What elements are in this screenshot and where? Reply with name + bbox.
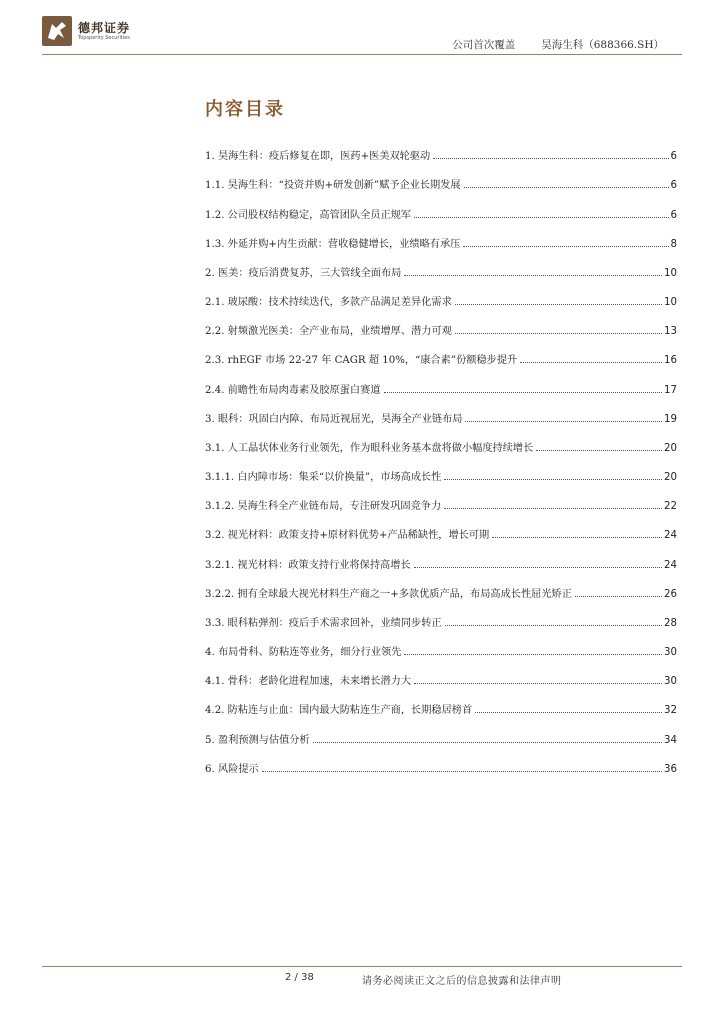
toc-leader-dots: [463, 246, 668, 247]
toc-title: 内容目录: [205, 99, 285, 120]
toc-entry-page: 24: [664, 530, 677, 542]
toc-entry[interactable]: [205, 600, 677, 629]
toc-entry[interactable]: [205, 396, 677, 425]
toc-entry-text: 5. 盈利预测与估值分析: [205, 734, 310, 746]
footer-divider: [42, 966, 682, 967]
toc-entry[interactable]: [205, 191, 677, 220]
toc-leader-dots: [575, 596, 662, 597]
toc-entry-text: 3.2.2. 拥有全球最大视光材料生产商之一+多款优质产品，布局高成长性屈光矫正: [205, 588, 572, 600]
toc-entry-page: 22: [664, 501, 677, 513]
toc-entry[interactable]: [205, 308, 677, 337]
brand-logo-icon: [42, 16, 72, 46]
toc-entry-text: 6. 风险提示: [205, 763, 259, 775]
toc-entry-text: 2.1. 玻尿酸：技术持续迭代，多款产品满足差异化需求: [205, 297, 452, 309]
toc-entry-text: 1.2. 公司股权结构稳定，高管团队全员正规军: [205, 209, 412, 221]
toc-entry[interactable]: [205, 483, 677, 512]
toc-leader-dots: [313, 742, 662, 743]
page-indicator: 2 / 38: [285, 972, 314, 983]
toc-leader-dots: [455, 333, 662, 334]
toc-leader-dots: [464, 187, 669, 188]
toc-entry-text: 1.1. 昊海生科：“投资并购+研发创新”赋予企业长期发展: [205, 180, 461, 192]
toc-entry-page: 24: [664, 559, 677, 571]
toc-entry-page: 16: [664, 355, 677, 367]
toc-leader-dots: [404, 275, 662, 276]
toc-entry-page: 6: [670, 180, 677, 192]
toc-entry-page: 13: [664, 326, 677, 338]
toc-leader-dots: [414, 683, 662, 684]
toc-leader-dots: [384, 392, 663, 393]
toc-entry[interactable]: [205, 716, 677, 745]
header-divider: [42, 54, 682, 55]
toc-entry-text: 3.1. 人工晶状体业务行业领先，作为眼科业务基本盘将做小幅度持续增长: [205, 442, 534, 454]
brand-name-en: Topsperity Securities: [78, 34, 130, 41]
brand-logo: [42, 16, 130, 46]
toc-entry[interactable]: [205, 425, 677, 454]
toc-entry-page: 20: [664, 442, 677, 454]
toc-entry-text: 1. 昊海生科：疫后修复在即，医药+医美双轮驱动: [205, 151, 431, 163]
toc-entry[interactable]: [205, 541, 677, 570]
toc-entry-text: 2.2. 射频激光医美：全产业布局，业绩增厚、潜力可观: [205, 326, 452, 338]
toc-leader-dots: [444, 508, 662, 509]
report-type: 公司首次覆盖: [452, 39, 516, 51]
toc-leader-dots: [444, 479, 662, 480]
toc-entry-text: 3.2. 视光材料：政策支持+原材料优势+产品稀缺性，增长可期: [205, 530, 490, 542]
toc-leader-dots: [465, 421, 662, 422]
toc-entry-text: 2.4. 前瞻性布局肉毒素及胶原蛋白赛道: [205, 384, 381, 396]
toc-entry[interactable]: [205, 629, 677, 658]
company-ticker: 昊海生科（688366.SH）: [541, 39, 664, 51]
toc-entry-text: 3.1.2. 昊海生科全产业链布局，专注研发巩固竞争力: [205, 501, 442, 513]
toc-leader-dots: [520, 362, 662, 363]
toc-entry-text: 2. 医美：疫后消费复苏，三大管线全面布局: [205, 267, 402, 279]
toc-entry-text: 3. 眼科：巩固白内障、布局近视屈光，昊海全产业链布局: [205, 413, 463, 425]
toc-entry-page: 36: [664, 763, 677, 775]
toc-entry[interactable]: [205, 746, 677, 775]
toc-entry-page: 32: [664, 705, 677, 717]
toc-leader-dots: [492, 537, 662, 538]
toc-entry-page: 8: [670, 238, 677, 250]
toc-leader-dots: [475, 712, 662, 713]
toc-entry-text: 3.1.1. 白内障市场：集采“以价换量”，市场高成长性: [205, 472, 442, 484]
toc-entry-page: 26: [664, 588, 677, 600]
toc-leader-dots: [455, 304, 662, 305]
toc-entry-page: 30: [664, 676, 677, 688]
toc-entry[interactable]: [205, 687, 677, 716]
toc-entry-page: 10: [664, 267, 677, 279]
toc-entry-text: 1.3. 外延并购+内生贡献：营收稳健增长，业绩略有承压: [205, 238, 461, 250]
toc-entry[interactable]: [205, 337, 677, 366]
table-of-contents: [205, 133, 677, 775]
toc-entry-text: 3.3. 眼科粘弹剂：疫后手术需求回补，业绩同步转正: [205, 617, 442, 629]
toc-leader-dots: [536, 450, 662, 451]
toc-entry[interactable]: [205, 133, 677, 162]
toc-entry-page: 6: [670, 209, 677, 221]
toc-entry-page: 6: [670, 151, 677, 163]
toc-leader-dots: [433, 158, 668, 159]
toc-entry[interactable]: [205, 162, 677, 191]
legal-disclaimer: 请务必阅读正文之后的信息披露和法律声明: [362, 976, 562, 987]
toc-leader-dots: [414, 217, 668, 218]
toc-entry-text: 4.1. 骨科：老龄化进程加速，未来增长潜力大: [205, 676, 412, 688]
toc-entry[interactable]: [205, 221, 677, 250]
toc-entry-page: 10: [664, 297, 677, 309]
toc-entry-page: 20: [664, 472, 677, 484]
toc-entry[interactable]: [205, 658, 677, 687]
toc-entry[interactable]: [205, 454, 677, 483]
toc-entry-page: 19: [664, 413, 677, 425]
toc-leader-dots: [414, 567, 662, 568]
toc-entry[interactable]: [205, 250, 677, 279]
toc-leader-dots: [404, 654, 662, 655]
toc-entry[interactable]: [205, 366, 677, 395]
toc-leader-dots: [262, 771, 662, 772]
header-info: [452, 37, 664, 52]
toc-entry[interactable]: [205, 571, 677, 600]
toc-entry-text: 2.3. rhEGF 市场 22-27 年 CAGR 超 10%，“康合素”份额稳步提升: [205, 355, 518, 367]
toc-entry-page: 34: [664, 734, 677, 746]
toc-entry-text: 3.2.1. 视光材料：政策支持行业将保持高增长: [205, 559, 411, 571]
toc-entry[interactable]: [205, 512, 677, 541]
toc-entry-text: 4.2. 防粘连与止血：国内最大防粘连生产商，长期稳居榜首: [205, 705, 473, 717]
brand-name-cn: 德邦证券: [78, 20, 131, 35]
toc-leader-dots: [445, 625, 662, 626]
toc-entry-page: 30: [664, 647, 677, 659]
toc-entry[interactable]: [205, 279, 677, 308]
toc-entry-page: 17: [664, 384, 677, 396]
toc-entry-text: 4. 布局骨科、防粘连等业务，细分行业领先: [205, 647, 402, 659]
toc-entry-page: 28: [664, 617, 677, 629]
